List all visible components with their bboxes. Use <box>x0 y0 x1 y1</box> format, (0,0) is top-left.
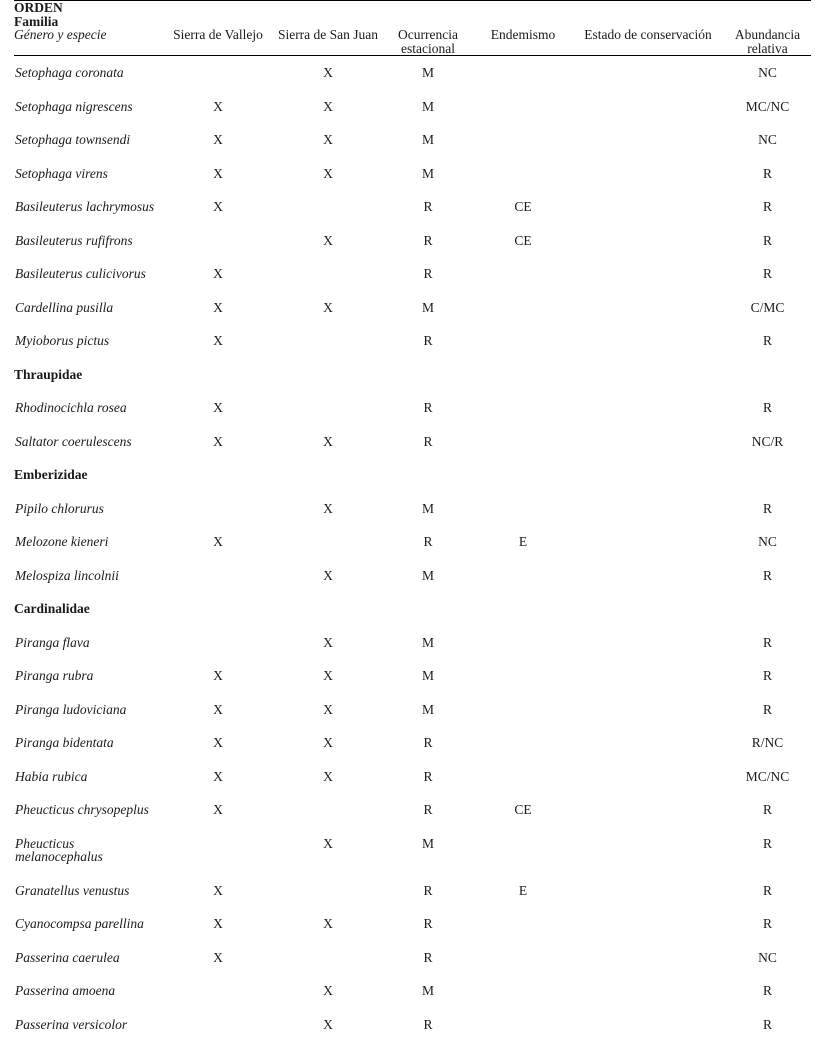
cell-endemismo <box>474 941 572 975</box>
cell-sierra-vallejo: X <box>213 534 223 549</box>
cell-abundancia-relativa: NC <box>758 534 777 549</box>
cell-sierra-san-juan: X <box>323 1016 333 1032</box>
cell-sierra-san-juan: X <box>323 701 333 717</box>
cell-estado-conservacion <box>572 224 724 258</box>
cell-sierra-vallejo <box>162 492 274 526</box>
cell-sierra-vallejo <box>162 224 274 258</box>
cell-abundancia-relativa: R <box>763 983 773 998</box>
table-row <box>14 425 811 459</box>
table-row <box>14 907 811 941</box>
cell-ocurrencia-estacional: M <box>421 132 434 147</box>
cell-estado-conservacion <box>572 123 724 157</box>
species-name: Setophaga nigrescens <box>15 98 133 114</box>
family-row <box>14 592 811 626</box>
species-name: Pheucticus melanocephalus <box>15 835 103 864</box>
species-name: Passerina amoena <box>15 983 116 998</box>
cell-ocurrencia-estacional: R <box>423 916 433 931</box>
cell-endemismo <box>474 56 572 90</box>
header-columns-row-line2 <box>14 42 811 56</box>
cell-abundancia-relativa: R <box>763 199 773 214</box>
column-header-genero-especie-line2 <box>14 42 162 56</box>
cell-estado-conservacion <box>572 760 724 794</box>
cell-ocurrencia-estacional: R <box>423 266 433 281</box>
species-name: Setophaga townsendi <box>15 132 131 147</box>
cell-sierra-san-juan: X <box>323 165 333 181</box>
cell-abundancia-relativa: R <box>763 701 773 717</box>
species-name: Piranga rubra <box>15 668 94 683</box>
species-name: Cyanocompsa parellina <box>15 916 144 931</box>
table-row <box>14 693 811 727</box>
header-columns-row <box>14 28 811 42</box>
table-row <box>14 1008 811 1042</box>
cell-endemismo <box>474 907 572 941</box>
cell-sierra-san-juan: X <box>323 916 333 931</box>
cell-ocurrencia-estacional: R <box>423 882 433 898</box>
cell-sierra-san-juan: X <box>323 433 333 449</box>
cell-estado-conservacion <box>572 559 724 593</box>
cell-sierra-vallejo <box>162 559 274 593</box>
cell-endemismo <box>474 693 572 727</box>
table-row <box>14 827 811 874</box>
table-row <box>14 559 811 593</box>
cell-abundancia-relativa: NC <box>758 132 777 147</box>
table-row <box>14 659 811 693</box>
column-header-sierra-vallejo: Sierra de Vallejo <box>173 27 263 42</box>
cell-abundancia-relativa: R <box>763 232 773 248</box>
cell-estado-conservacion <box>572 492 724 526</box>
cell-sierra-vallejo: X <box>213 882 223 898</box>
cell-estado-conservacion <box>572 391 724 425</box>
cell-abundancia-relativa: R <box>763 333 773 348</box>
cell-sierra-vallejo: X <box>213 735 223 750</box>
cell-endemismo <box>474 324 572 358</box>
species-name: Saltator coerulescens <box>15 433 132 449</box>
cell-sierra-vallejo <box>162 626 274 660</box>
cell-sierra-san-juan <box>274 324 382 358</box>
cell-endemismo <box>474 760 572 794</box>
table-row <box>14 56 811 90</box>
cell-ocurrencia-estacional: R <box>423 534 433 549</box>
cell-sierra-san-juan <box>274 391 382 425</box>
cell-estado-conservacion <box>572 257 724 291</box>
table-row <box>14 626 811 660</box>
cell-endemismo <box>474 123 572 157</box>
species-name: Piranga bidentata <box>15 735 114 750</box>
cell-abundancia-relativa: NC <box>758 949 777 965</box>
cell-abundancia-relativa: R <box>763 165 773 181</box>
header-orden-row <box>14 1 811 15</box>
cell-sierra-vallejo: X <box>213 132 223 147</box>
family-name: Emberizidae <box>14 467 88 482</box>
cell-ocurrencia-estacional: R <box>423 735 433 750</box>
species-table <box>14 0 811 1041</box>
cell-endemismo <box>474 1008 572 1042</box>
header-familia: Familia <box>14 13 59 29</box>
cell-abundancia-relativa: R <box>763 835 773 851</box>
cell-sierra-san-juan <box>274 525 382 559</box>
cell-sierra-san-juan: X <box>323 983 333 998</box>
table-row <box>14 224 811 258</box>
cell-sierra-vallejo <box>162 56 274 90</box>
cell-sierra-san-juan: X <box>323 299 333 315</box>
table-row <box>14 291 811 325</box>
cell-ocurrencia-estacional: R <box>423 433 433 449</box>
table-row <box>14 391 811 425</box>
table-row <box>14 525 811 559</box>
species-name: Passerina caerulea <box>15 949 120 965</box>
species-name: Rhodinocichla rosea <box>15 400 127 415</box>
cell-abundancia-relativa: R <box>763 400 773 415</box>
cell-ocurrencia-estacional: R <box>423 199 433 214</box>
species-name: Setophaga virens <box>15 165 108 181</box>
cell-sierra-san-juan: X <box>323 668 333 683</box>
cell-estado-conservacion <box>572 827 724 874</box>
cell-endemismo <box>474 726 572 760</box>
cell-endemismo: E <box>518 882 528 898</box>
table-row <box>14 492 811 526</box>
table-row <box>14 941 811 975</box>
cell-sierra-vallejo: X <box>213 433 223 449</box>
cell-estado-conservacion <box>572 324 724 358</box>
cell-endemismo <box>474 291 572 325</box>
cell-abundancia-relativa: R <box>763 266 773 281</box>
cell-ocurrencia-estacional: R <box>423 232 433 248</box>
cell-sierra-vallejo: X <box>213 916 223 931</box>
species-name: Cardellina pusilla <box>15 299 114 315</box>
table-row <box>14 324 811 358</box>
cell-ocurrencia-estacional: M <box>421 500 434 516</box>
column-header-ocurrencia-line2: estacional <box>401 40 455 56</box>
cell-sierra-san-juan <box>274 874 382 908</box>
cell-sierra-san-juan: X <box>323 634 333 650</box>
cell-sierra-vallejo: X <box>213 299 223 315</box>
cell-ocurrencia-estacional: R <box>423 400 433 415</box>
cell-sierra-san-juan: X <box>323 232 333 248</box>
cell-sierra-san-juan: X <box>323 65 333 80</box>
cell-sierra-vallejo: X <box>213 400 223 415</box>
cell-sierra-san-juan: X <box>323 768 333 784</box>
family-name: Cardinalidae <box>14 601 90 616</box>
cell-sierra-vallejo: X <box>213 668 223 683</box>
family-name: Thraupidae <box>14 366 83 382</box>
cell-ocurrencia-estacional: M <box>421 835 434 851</box>
cell-endemismo <box>474 257 572 291</box>
cell-estado-conservacion <box>572 1008 724 1042</box>
cell-endemismo: E <box>518 534 528 549</box>
cell-endemismo <box>474 974 572 1008</box>
column-header-estado-conservacion-line2 <box>572 42 724 56</box>
cell-abundancia-relativa: R <box>763 567 773 583</box>
cell-estado-conservacion <box>572 90 724 124</box>
species-name: Pheucticus chrysopeplus <box>15 802 149 817</box>
cell-estado-conservacion <box>572 525 724 559</box>
species-name: Granatellus venustus <box>15 882 130 898</box>
species-name: Melozone kieneri <box>15 534 109 549</box>
cell-estado-conservacion <box>572 793 724 827</box>
cell-sierra-san-juan: X <box>323 500 333 516</box>
family-row <box>14 358 811 392</box>
cell-sierra-vallejo: X <box>213 768 223 784</box>
column-header-endemismo: Endemismo <box>490 27 556 42</box>
cell-endemismo <box>474 157 572 191</box>
cell-ocurrencia-estacional: M <box>421 567 434 583</box>
cell-sierra-vallejo: X <box>213 802 223 817</box>
cell-ocurrencia-estacional: M <box>421 634 434 650</box>
cell-estado-conservacion <box>572 974 724 1008</box>
species-name: Piranga flava <box>15 634 90 650</box>
cell-ocurrencia-estacional: R <box>423 333 433 348</box>
table-row <box>14 190 811 224</box>
cell-endemismo: CE <box>514 802 532 817</box>
cell-ocurrencia-estacional: M <box>421 165 434 181</box>
cell-sierra-vallejo: X <box>213 333 223 348</box>
cell-sierra-vallejo: X <box>213 199 223 214</box>
cell-estado-conservacion <box>572 291 724 325</box>
cell-ocurrencia-estacional: R <box>423 768 433 784</box>
cell-estado-conservacion <box>572 726 724 760</box>
cell-estado-conservacion <box>572 907 724 941</box>
cell-ocurrencia-estacional: M <box>421 299 434 315</box>
cell-sierra-san-juan <box>274 941 382 975</box>
cell-sierra-san-juan <box>274 257 382 291</box>
cell-estado-conservacion <box>572 626 724 660</box>
cell-abundancia-relativa: R <box>763 1016 773 1032</box>
cell-estado-conservacion <box>572 941 724 975</box>
cell-endemismo <box>474 90 572 124</box>
cell-sierra-vallejo: X <box>213 701 223 717</box>
table-body <box>14 1 811 1042</box>
column-header-genero-especie: Género y especie <box>14 27 107 42</box>
cell-endemismo <box>474 827 572 874</box>
cell-sierra-vallejo <box>162 1008 274 1042</box>
cell-ocurrencia-estacional: M <box>421 98 434 114</box>
cell-endemismo: CE <box>514 232 532 248</box>
cell-ocurrencia-estacional: R <box>423 949 433 965</box>
cell-estado-conservacion <box>572 157 724 191</box>
species-name: Basileuterus culicivorus <box>15 266 146 281</box>
column-header-ocurrencia: Ocurrencia <box>398 27 458 42</box>
cell-estado-conservacion <box>572 693 724 727</box>
species-name: Pipilo chlorurus <box>15 500 104 516</box>
column-header-endemismo-line2 <box>474 42 572 56</box>
cell-abundancia-relativa: R <box>763 500 773 516</box>
column-header-sierra-san-juan: Sierra de San Juan <box>277 27 379 42</box>
cell-endemismo <box>474 626 572 660</box>
species-name: Habia rubica <box>15 768 88 784</box>
cell-abundancia-relativa: R <box>763 634 773 650</box>
cell-endemismo <box>474 425 572 459</box>
cell-ocurrencia-estacional: M <box>421 983 434 998</box>
cell-abundancia-relativa: R <box>763 668 773 683</box>
species-name: Myioborus pictus <box>15 333 110 348</box>
table-row <box>14 257 811 291</box>
cell-ocurrencia-estacional: M <box>421 668 434 683</box>
species-name: Basileuterus rufifrons <box>15 232 133 248</box>
column-header-estado-conservacion: Estado de conservación <box>584 27 712 42</box>
cell-sierra-vallejo: X <box>213 266 223 281</box>
column-header-sierra-vallejo-line2 <box>162 42 274 56</box>
cell-ocurrencia-estacional: M <box>421 701 434 717</box>
cell-ocurrencia-estacional: M <box>421 65 434 80</box>
cell-abundancia-relativa: R <box>763 802 773 817</box>
cell-sierra-san-juan <box>274 190 382 224</box>
cell-abundancia-relativa: MC/NC <box>745 98 790 114</box>
table-row <box>14 123 811 157</box>
cell-estado-conservacion <box>572 659 724 693</box>
family-row <box>14 458 811 492</box>
cell-ocurrencia-estacional: R <box>423 1016 433 1032</box>
cell-estado-conservacion <box>572 190 724 224</box>
table-row <box>14 726 811 760</box>
species-name: Melospiza lincolnii <box>15 567 119 583</box>
cell-abundancia-relativa: NC/R <box>751 433 784 449</box>
cell-sierra-san-juan: X <box>323 98 333 114</box>
table-row <box>14 874 811 908</box>
cell-endemismo <box>474 391 572 425</box>
cell-sierra-vallejo: X <box>213 98 223 114</box>
table-row <box>14 793 811 827</box>
cell-abundancia-relativa: R <box>763 916 773 931</box>
column-header-sierra-san-juan-line2 <box>274 42 382 56</box>
cell-estado-conservacion <box>572 56 724 90</box>
cell-sierra-san-juan: X <box>323 735 333 750</box>
cell-endemismo <box>474 659 572 693</box>
header-orden: ORDEN <box>14 0 63 15</box>
table-row <box>14 974 811 1008</box>
cell-estado-conservacion <box>572 425 724 459</box>
species-name: Basileuterus lachrymosus <box>15 199 155 214</box>
cell-estado-conservacion <box>572 874 724 908</box>
cell-sierra-vallejo <box>162 827 274 874</box>
cell-abundancia-relativa: C/MC <box>750 299 785 315</box>
header-familia-row <box>14 15 811 29</box>
column-header-abundancia: Abundancia <box>734 27 801 42</box>
cell-ocurrencia-estacional: R <box>423 802 433 817</box>
cell-sierra-san-juan: X <box>323 132 333 147</box>
cell-endemismo: CE <box>514 199 532 214</box>
cell-abundancia-relativa: R/NC <box>751 735 784 750</box>
cell-sierra-san-juan: X <box>323 567 333 583</box>
cell-sierra-san-juan <box>274 793 382 827</box>
cell-abundancia-relativa: MC/NC <box>745 768 790 784</box>
species-name: Passerina versicolor <box>15 1016 128 1032</box>
cell-sierra-vallejo: X <box>213 165 223 181</box>
cell-sierra-vallejo: X <box>213 949 223 965</box>
cell-abundancia-relativa: NC <box>758 65 777 80</box>
cell-endemismo <box>474 492 572 526</box>
cell-sierra-san-juan: X <box>323 835 333 851</box>
species-name: Piranga ludoviciana <box>15 701 127 717</box>
column-header-abundancia-line2: relativa <box>747 40 788 56</box>
cell-abundancia-relativa: R <box>763 882 773 898</box>
table-row <box>14 157 811 191</box>
table-row <box>14 90 811 124</box>
cell-endemismo <box>474 559 572 593</box>
species-name: Setophaga coronata <box>15 65 124 80</box>
cell-sierra-vallejo <box>162 974 274 1008</box>
table-row <box>14 760 811 794</box>
